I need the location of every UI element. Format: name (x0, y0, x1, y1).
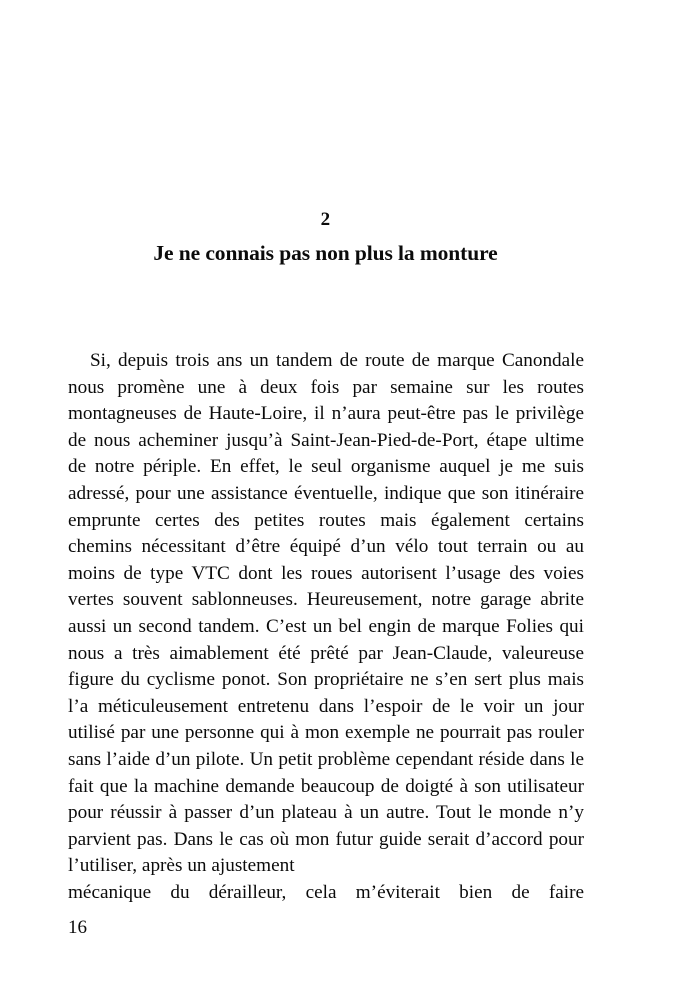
paragraph: Si, depuis trois ans un tandem de route de marque Canondale nous promène une à deux fois par semaine sur les routes montagneuses de Haute-Loire, il n’aura peut-être pas le privilège de nous acheminer jusqu’à Saint-Jean-Pied-de-Port, étape ultime de notre périple. En effet, le seul organisme auquel je me suis adressé, pour une assistance éventuelle, indique que son itinéraire emprunte certes des petites routes mais également certains chemins nécessitant d’être équipé d’un vélo tout terrain ou au moins de type VTC dont les roues autorisent l’usage des voies vertes souvent sablonneuses. Heureusement, notre garage abrite aussi un second tandem. C’est un bel engin de marque Folies qui nous a très aimablement été prêté par Jean-Claude, valeureuse figure du cyclisme ponot. Son propriétaire ne s’en sert plus mais l’a méticuleusement entretenu dans l’espoir de le voir un jour utilisé par une personne qui à mon exemple ne pourrait pas rouler sans l’aide d’un pilote. Un petit problème cependant réside dans le fait que la machine demande beaucoup de doigté à son utilisateur pour réussir à passer d’un plateau à un autre. Tout le monde n’y parvient pas. Dans le cas où mon futur guide serait d’accord pour l’utiliser, après un ajustement (68, 350, 584, 877)
chapter-number: 2 (320, 209, 331, 230)
chapter-heading (68, 207, 583, 268)
paragraph-continuation: mécanique du dérailleur, cela m’éviterait bien de faire (68, 881, 584, 903)
body-text (68, 348, 584, 933)
chapter-title: Je ne connais pas non plus la monture (153, 241, 498, 265)
page-number: 16 (68, 917, 87, 938)
